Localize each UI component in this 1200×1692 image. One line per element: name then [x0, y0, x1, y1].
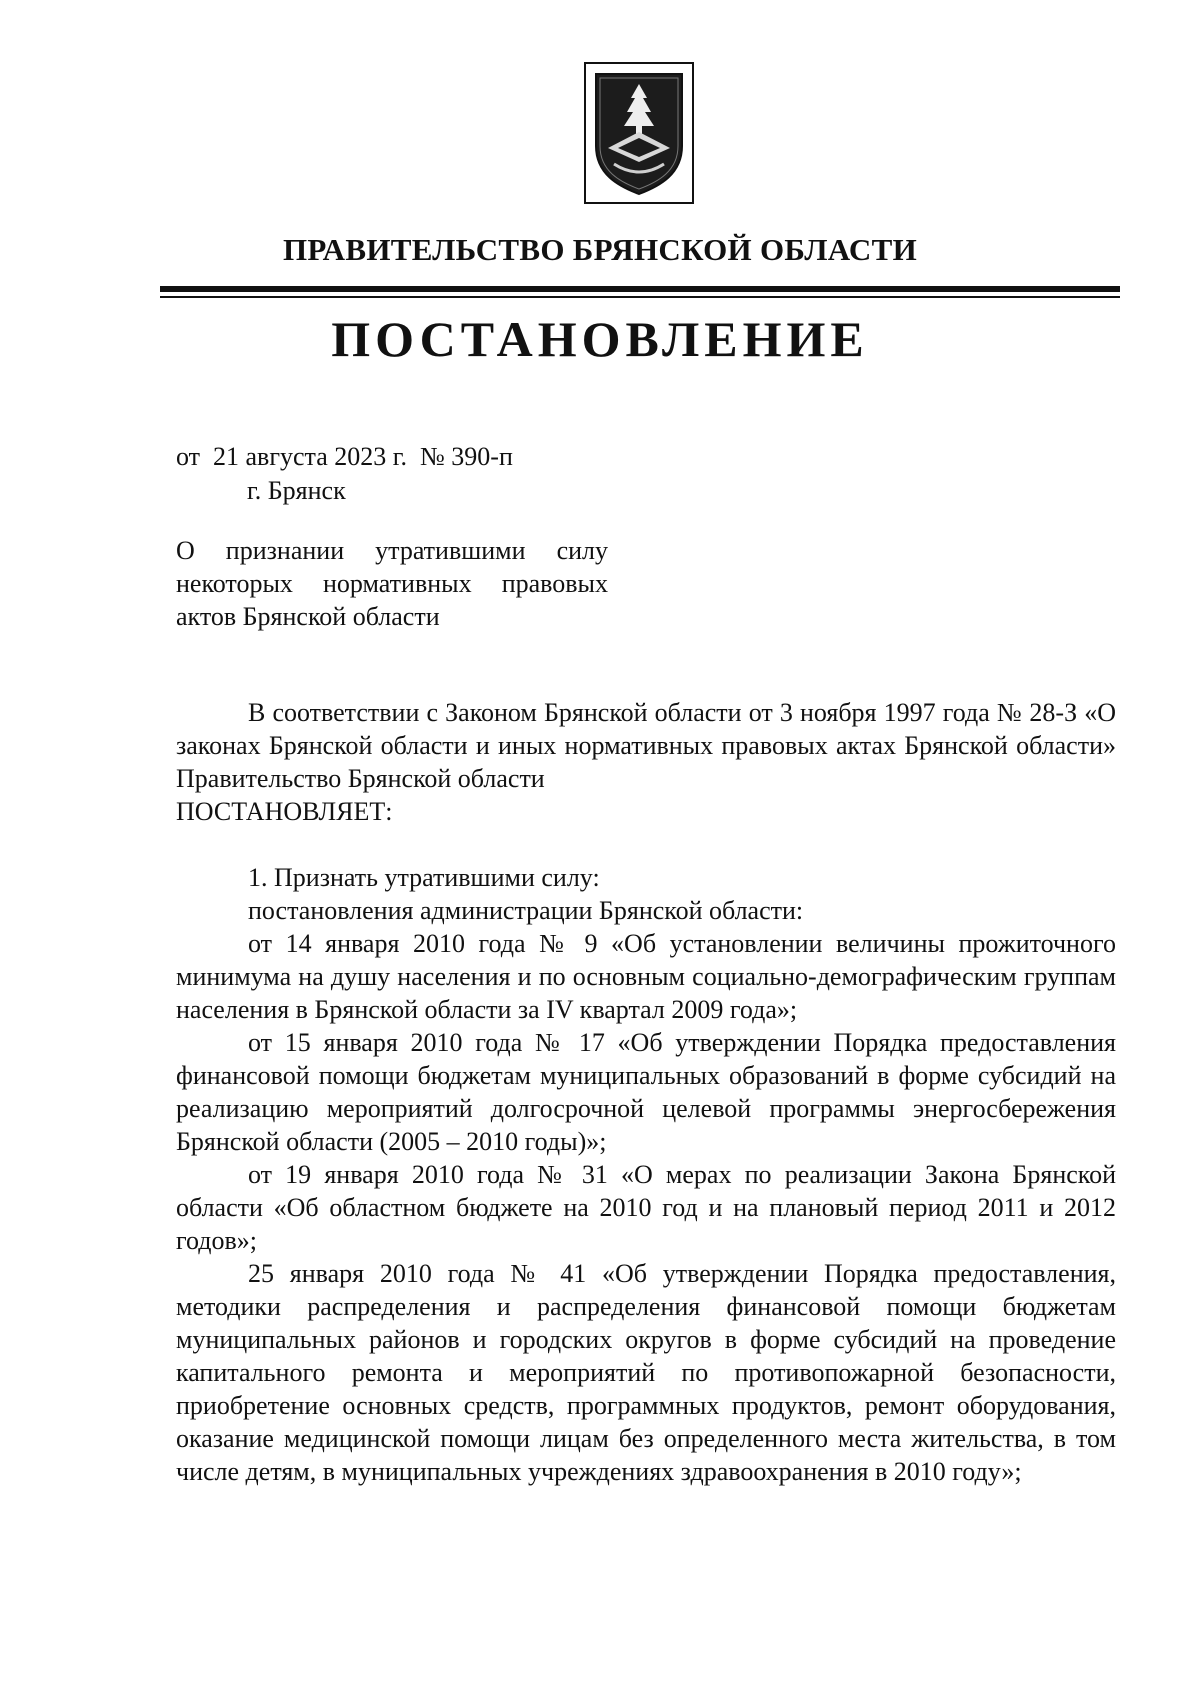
city-name: г. Брянск: [247, 476, 346, 505]
item-subheading: постановления администрации Брянской области:: [248, 896, 804, 925]
document-subject: [176, 534, 608, 633]
coat-of-arms-icon: [584, 62, 694, 204]
item-heading: 1. Признать утратившими силу:: [248, 863, 600, 892]
subject-line: некоторых нормативных правовых: [176, 569, 608, 598]
resolves-statement: ПОСТАНОВЛЯЕТ:: [176, 797, 393, 826]
repealed-act-item: от 19 января 2010 года № 31 «О мерах по реализации Закона Брянской области «Об областном бюджете на 2010 год и на плановый период 2011 и 2012 годов»;: [176, 1160, 1116, 1255]
header-divider-thick: [160, 286, 1120, 292]
document-body: [176, 696, 1116, 1488]
date-and-number: от 21 августа 2023 г. № 390-п: [176, 442, 513, 471]
subject-line: О признании утратившими силу: [176, 536, 608, 565]
document-type-title: ПОСТАНОВЛЕНИЕ: [331, 311, 869, 367]
repealed-act-item: 25 января 2010 года № 41 «Об утверждении Порядка предоставления, методики распределения и распределения финансовой помощи бюджетам муниципальных районов и городских округов в форме субсидий на проведение капитального ремонта и мероприятий по противопожарной безопасности, приобретение основных средств, программных продуктов, ремонт оборудования, оказание медицинской помощи лицам без определенного места жительства, в том числе детям, в муниципальных учреждениях здравоохранения в 2010 году»;: [176, 1259, 1116, 1486]
repealed-act-item: от 14 января 2010 года № 9 «Об установлении величины прожиточного минимума на душу населения и по основным социально-демографическим группам населения в Брянской области за IV квартал 2009 года»;: [176, 929, 1116, 1024]
header-divider-thin: [160, 296, 1120, 298]
coat-of-arms-emblem: [584, 62, 694, 204]
preamble-paragraph: В соответствии с Законом Брянской области от 3 ноября 1997 года № 28-З «О законах Брянской области и иных нормативных правовых актах Брянской области» Правительство Брянской области: [176, 698, 1116, 793]
subject-line: актов Брянской области: [176, 602, 440, 631]
organization-title: ПРАВИТЕЛЬСТВО БРЯНСКОЙ ОБЛАСТИ: [282, 232, 918, 267]
repealed-act-item: от 15 января 2010 года № 17 «Об утверждении Порядка предоставления финансовой помощи бюджетам муниципальных образований в форме субсидий на реализацию мероприятий долгосрочной целевой программы энергосбережения Брянской области (2005 – 2010 годы)»;: [176, 1028, 1116, 1156]
